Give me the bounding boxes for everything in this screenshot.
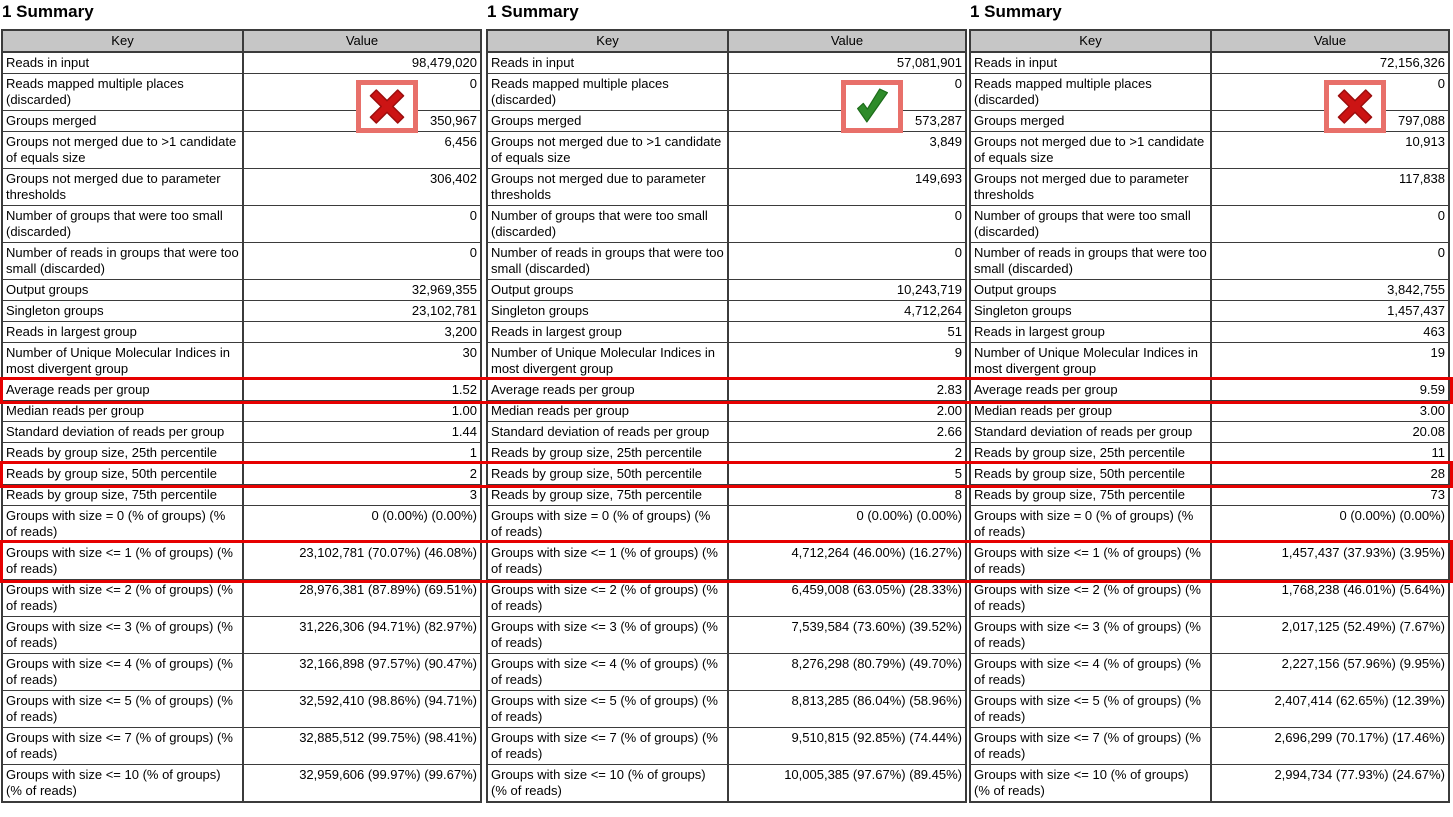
- value-cell: 6,459,008 (63.05%) (28.33%): [728, 580, 966, 617]
- value-cell: 2,227,156 (57.96%) (9.95%): [1211, 654, 1449, 691]
- value-cell: 149,693: [728, 169, 966, 206]
- table-row: [970, 765, 1449, 803]
- summary-table: [969, 29, 1450, 803]
- key-cell: Groups with size = 0 (% of groups) (% of reads): [970, 506, 1211, 543]
- table-row: [2, 132, 481, 169]
- key-cell: Reads mapped multiple places (discarded): [970, 74, 1211, 111]
- summary-panel: [486, 0, 967, 803]
- table-row: [970, 243, 1449, 280]
- value-cell: 32,166,898 (97.57%) (90.47%): [243, 654, 481, 691]
- key-cell: Standard deviation of reads per group: [970, 422, 1211, 443]
- table-row: [970, 343, 1449, 380]
- key-cell: Number of reads in groups that were too small (discarded): [970, 243, 1211, 280]
- table-row: [487, 765, 966, 803]
- table-row: [2, 169, 481, 206]
- table-row: [2, 765, 481, 803]
- key-cell: Reads in largest group: [2, 322, 243, 343]
- table-row: [2, 691, 481, 728]
- value-cell: 8,276,298 (80.79%) (49.70%): [728, 654, 966, 691]
- table-row: [970, 401, 1449, 422]
- table-row: [487, 422, 966, 443]
- table-row: [2, 485, 481, 506]
- table-row: [2, 52, 481, 74]
- key-cell: Groups with size <= 2 (% of groups) (% of reads): [970, 580, 1211, 617]
- value-cell: 3: [243, 485, 481, 506]
- key-cell: Groups not merged due to parameter thresholds: [487, 169, 728, 206]
- table-row: [487, 206, 966, 243]
- table-row: [487, 654, 966, 691]
- value-cell: 3.00: [1211, 401, 1449, 422]
- section-title: 1 Summary: [2, 2, 94, 21]
- value-cell: 1,457,437: [1211, 301, 1449, 322]
- table-row: [2, 301, 481, 322]
- summary-table: [1, 29, 482, 803]
- key-cell: Singleton groups: [970, 301, 1211, 322]
- value-cell: 23,102,781: [243, 301, 481, 322]
- table-row: [2, 343, 481, 380]
- table-row: [970, 301, 1449, 322]
- value-cell: 9: [728, 343, 966, 380]
- key-cell: Groups with size <= 7 (% of groups) (% of reads): [970, 728, 1211, 765]
- key-cell: Standard deviation of reads per group: [487, 422, 728, 443]
- value-cell: 1,768,238 (46.01%) (5.64%): [1211, 580, 1449, 617]
- key-column-header: Key: [970, 30, 1211, 52]
- key-cell: Groups with size = 0 (% of groups) (% of reads): [2, 506, 243, 543]
- summary-panel: [1, 0, 482, 803]
- table-row: [970, 206, 1449, 243]
- value-cell: 10,243,719: [728, 280, 966, 301]
- section-title: 1 Summary: [487, 2, 579, 21]
- value-cell: 4,712,264 (46.00%) (16.27%): [728, 543, 966, 580]
- key-cell: Reads by group size, 50th percentile: [2, 464, 243, 485]
- key-cell: Groups merged: [970, 111, 1211, 132]
- value-cell: 3,849: [728, 132, 966, 169]
- key-cell: Groups with size <= 1 (% of groups) (% of reads): [970, 543, 1211, 580]
- value-cell: 31,226,306 (94.71%) (82.97%): [243, 617, 481, 654]
- table-row: [970, 728, 1449, 765]
- key-cell: Average reads per group: [970, 380, 1211, 401]
- x-mark-icon: [368, 89, 406, 124]
- key-cell: Groups not merged due to >1 candidate of equals size: [487, 132, 728, 169]
- value-column-header: Value: [243, 30, 481, 52]
- value-cell: 0: [728, 74, 966, 111]
- key-cell: Reads by group size, 75th percentile: [487, 485, 728, 506]
- table-row: [487, 506, 966, 543]
- value-cell: 0 (0.00%) (0.00%): [243, 506, 481, 543]
- key-cell: Groups with size <= 10 (% of groups) (% of reads): [970, 765, 1211, 803]
- value-cell: 28,976,381 (87.89%) (69.51%): [243, 580, 481, 617]
- table-row: [970, 443, 1449, 464]
- key-cell: Reads by group size, 75th percentile: [2, 485, 243, 506]
- value-cell: 3,842,755: [1211, 280, 1449, 301]
- value-cell: 306,402: [243, 169, 481, 206]
- table-row: [487, 580, 966, 617]
- table-row: [2, 654, 481, 691]
- check-mark-icon: [853, 88, 891, 125]
- table-row: [2, 280, 481, 301]
- status-icon-box: [841, 80, 903, 133]
- value-cell: 23,102,781 (70.07%) (46.08%): [243, 543, 481, 580]
- table-header-row: [2, 30, 481, 52]
- table-header-row: [487, 30, 966, 52]
- key-cell: Groups with size <= 2 (% of groups) (% of reads): [2, 580, 243, 617]
- table-row: [970, 654, 1449, 691]
- table-row: [487, 485, 966, 506]
- value-cell: 2.00: [728, 401, 966, 422]
- key-cell: Number of Unique Molecular Indices in most divergent group: [487, 343, 728, 380]
- key-cell: Groups not merged due to >1 candidate of equals size: [2, 132, 243, 169]
- value-cell: 0: [243, 206, 481, 243]
- value-cell: 0: [243, 74, 481, 111]
- section-title: 1 Summary: [970, 2, 1062, 21]
- table-row: [487, 401, 966, 422]
- value-cell: 0: [1211, 206, 1449, 243]
- table-row: [487, 464, 966, 485]
- value-cell: 1,457,437 (37.93%) (3.95%): [1211, 543, 1449, 580]
- table-row: [2, 380, 481, 401]
- table-row: [487, 132, 966, 169]
- value-cell: 28: [1211, 464, 1449, 485]
- key-cell: Groups with size <= 5 (% of groups) (% of reads): [2, 691, 243, 728]
- value-cell: 32,592,410 (98.86%) (94.71%): [243, 691, 481, 728]
- key-cell: Reads by group size, 25th percentile: [487, 443, 728, 464]
- table-row: [487, 543, 966, 580]
- value-cell: 2.66: [728, 422, 966, 443]
- value-cell: 1.00: [243, 401, 481, 422]
- key-cell: Groups with size <= 5 (% of groups) (% of reads): [970, 691, 1211, 728]
- value-cell: 6,456: [243, 132, 481, 169]
- table-row: [970, 132, 1449, 169]
- value-cell: 0 (0.00%) (0.00%): [728, 506, 966, 543]
- value-cell: 73: [1211, 485, 1449, 506]
- key-cell: Reads by group size, 25th percentile: [970, 443, 1211, 464]
- key-cell: Reads in input: [970, 52, 1211, 74]
- key-cell: Reads by group size, 50th percentile: [487, 464, 728, 485]
- table-row: [487, 169, 966, 206]
- key-cell: Singleton groups: [487, 301, 728, 322]
- table-row: [970, 543, 1449, 580]
- key-cell: Number of Unique Molecular Indices in most divergent group: [2, 343, 243, 380]
- value-cell: 573,287: [728, 111, 966, 132]
- status-icon-box: [356, 80, 418, 133]
- key-cell: Groups with size <= 1 (% of groups) (% of reads): [2, 543, 243, 580]
- value-cell: 11: [1211, 443, 1449, 464]
- table-row: [487, 617, 966, 654]
- key-cell: Groups not merged due to parameter thresholds: [2, 169, 243, 206]
- value-cell: 0: [728, 243, 966, 280]
- key-cell: Median reads per group: [2, 401, 243, 422]
- value-cell: 117,838: [1211, 169, 1449, 206]
- key-cell: Groups with size = 0 (% of groups) (% of reads): [487, 506, 728, 543]
- table-row: [970, 322, 1449, 343]
- value-cell: 7,539,584 (73.60%) (39.52%): [728, 617, 966, 654]
- value-cell: 8,813,285 (86.04%) (58.96%): [728, 691, 966, 728]
- value-cell: 350,967: [243, 111, 481, 132]
- value-column-header: Value: [728, 30, 966, 52]
- table-row: [487, 322, 966, 343]
- key-cell: Number of reads in groups that were too small (discarded): [2, 243, 243, 280]
- key-cell: Groups not merged due to parameter thresholds: [970, 169, 1211, 206]
- key-column-header: Key: [487, 30, 728, 52]
- value-cell: 0: [1211, 74, 1449, 111]
- summary-table: [486, 29, 967, 803]
- table-row: [487, 301, 966, 322]
- key-cell: Groups not merged due to >1 candidate of equals size: [970, 132, 1211, 169]
- table-row: [2, 506, 481, 543]
- table-row: [2, 464, 481, 485]
- value-cell: 30: [243, 343, 481, 380]
- key-cell: Groups with size <= 5 (% of groups) (% of reads): [487, 691, 728, 728]
- value-cell: 10,005,385 (97.67%) (89.45%): [728, 765, 966, 803]
- key-column-header: Key: [2, 30, 243, 52]
- key-cell: Groups with size <= 2 (% of groups) (% of reads): [487, 580, 728, 617]
- value-cell: 2: [243, 464, 481, 485]
- key-cell: Number of Unique Molecular Indices in most divergent group: [970, 343, 1211, 380]
- key-cell: Groups with size <= 10 (% of groups) (% of reads): [487, 765, 728, 803]
- value-cell: 0: [728, 206, 966, 243]
- table-row: [2, 543, 481, 580]
- key-cell: Groups with size <= 7 (% of groups) (% of reads): [487, 728, 728, 765]
- key-cell: Output groups: [487, 280, 728, 301]
- value-cell: 2.83: [728, 380, 966, 401]
- value-cell: 4,712,264: [728, 301, 966, 322]
- table-row: [970, 422, 1449, 443]
- key-cell: Reads in input: [2, 52, 243, 74]
- key-cell: Reads mapped multiple places (discarded): [487, 74, 728, 111]
- key-cell: Groups with size <= 4 (% of groups) (% of reads): [2, 654, 243, 691]
- key-cell: Reads mapped multiple places (discarded): [2, 74, 243, 111]
- table-row: [487, 52, 966, 74]
- value-cell: 2,017,125 (52.49%) (7.67%): [1211, 617, 1449, 654]
- key-cell: Output groups: [970, 280, 1211, 301]
- value-cell: 797,088: [1211, 111, 1449, 132]
- table-row: [970, 580, 1449, 617]
- table-row: [2, 617, 481, 654]
- table-row: [487, 691, 966, 728]
- table-row: [2, 322, 481, 343]
- value-cell: 0: [243, 243, 481, 280]
- key-cell: Groups with size <= 4 (% of groups) (% of reads): [487, 654, 728, 691]
- x-mark-icon: [1336, 89, 1374, 124]
- table-row: [487, 243, 966, 280]
- key-cell: Reads in input: [487, 52, 728, 74]
- value-cell: 2,407,414 (62.65%) (12.39%): [1211, 691, 1449, 728]
- value-cell: 0: [1211, 243, 1449, 280]
- value-cell: 1: [243, 443, 481, 464]
- table-row: [970, 464, 1449, 485]
- table-row: [970, 485, 1449, 506]
- table-row: [970, 506, 1449, 543]
- key-cell: Standard deviation of reads per group: [2, 422, 243, 443]
- table-row: [970, 380, 1449, 401]
- value-cell: 32,959,606 (99.97%) (99.67%): [243, 765, 481, 803]
- table-row: [487, 280, 966, 301]
- table-row: [2, 401, 481, 422]
- value-cell: 57,081,901: [728, 52, 966, 74]
- key-cell: Groups merged: [487, 111, 728, 132]
- key-cell: Output groups: [2, 280, 243, 301]
- table-row: [487, 443, 966, 464]
- table-row: [2, 443, 481, 464]
- table-row: [970, 691, 1449, 728]
- value-cell: 98,479,020: [243, 52, 481, 74]
- key-cell: Groups with size <= 4 (% of groups) (% of reads): [970, 654, 1211, 691]
- key-cell: Median reads per group: [970, 401, 1211, 422]
- table-row: [2, 422, 481, 443]
- table-row: [2, 206, 481, 243]
- key-cell: Number of groups that were too small (discarded): [970, 206, 1211, 243]
- key-cell: Reads in largest group: [970, 322, 1211, 343]
- table-header-row: [970, 30, 1449, 52]
- key-cell: Average reads per group: [2, 380, 243, 401]
- table-row: [487, 728, 966, 765]
- key-cell: Groups with size <= 10 (% of groups) (% of reads): [2, 765, 243, 803]
- value-cell: 8: [728, 485, 966, 506]
- value-cell: 9.59: [1211, 380, 1449, 401]
- value-cell: 32,885,512 (99.75%) (98.41%): [243, 728, 481, 765]
- value-cell: 463: [1211, 322, 1449, 343]
- status-icon-box: [1324, 80, 1386, 133]
- table-row: [2, 580, 481, 617]
- table-row: [970, 280, 1449, 301]
- table-row: [970, 617, 1449, 654]
- value-cell: 51: [728, 322, 966, 343]
- value-cell: 3,200: [243, 322, 481, 343]
- table-row: [970, 169, 1449, 206]
- value-cell: 0 (0.00%) (0.00%): [1211, 506, 1449, 543]
- key-cell: Groups merged: [2, 111, 243, 132]
- key-cell: Average reads per group: [487, 380, 728, 401]
- key-cell: Reads in largest group: [487, 322, 728, 343]
- key-cell: Groups with size <= 3 (% of groups) (% of reads): [970, 617, 1211, 654]
- key-cell: Median reads per group: [487, 401, 728, 422]
- key-cell: Groups with size <= 3 (% of groups) (% of reads): [487, 617, 728, 654]
- key-cell: Number of groups that were too small (discarded): [487, 206, 728, 243]
- table-row: [970, 52, 1449, 74]
- key-cell: Number of reads in groups that were too small (discarded): [487, 243, 728, 280]
- key-cell: Groups with size <= 7 (% of groups) (% of reads): [2, 728, 243, 765]
- table-row: [487, 343, 966, 380]
- key-cell: Singleton groups: [2, 301, 243, 322]
- key-cell: Reads by group size, 75th percentile: [970, 485, 1211, 506]
- value-cell: 2: [728, 443, 966, 464]
- value-cell: 1.44: [243, 422, 481, 443]
- key-cell: Groups with size <= 1 (% of groups) (% of reads): [487, 543, 728, 580]
- value-cell: 32,969,355: [243, 280, 481, 301]
- key-cell: Groups with size <= 3 (% of groups) (% of reads): [2, 617, 243, 654]
- value-cell: 2,994,734 (77.93%) (24.67%): [1211, 765, 1449, 803]
- value-cell: 10,913: [1211, 132, 1449, 169]
- value-cell: 1.52: [243, 380, 481, 401]
- key-cell: Reads by group size, 50th percentile: [970, 464, 1211, 485]
- value-cell: 20.08: [1211, 422, 1449, 443]
- value-cell: 19: [1211, 343, 1449, 380]
- value-cell: 2,696,299 (70.17%) (17.46%): [1211, 728, 1449, 765]
- value-cell: 5: [728, 464, 966, 485]
- key-cell: Reads by group size, 25th percentile: [2, 443, 243, 464]
- summary-panel: [969, 0, 1450, 803]
- table-row: [2, 243, 481, 280]
- key-cell: Number of groups that were too small (discarded): [2, 206, 243, 243]
- value-cell: 72,156,326: [1211, 52, 1449, 74]
- value-column-header: Value: [1211, 30, 1449, 52]
- table-row: [2, 728, 481, 765]
- value-cell: 9,510,815 (92.85%) (74.44%): [728, 728, 966, 765]
- table-row: [487, 380, 966, 401]
